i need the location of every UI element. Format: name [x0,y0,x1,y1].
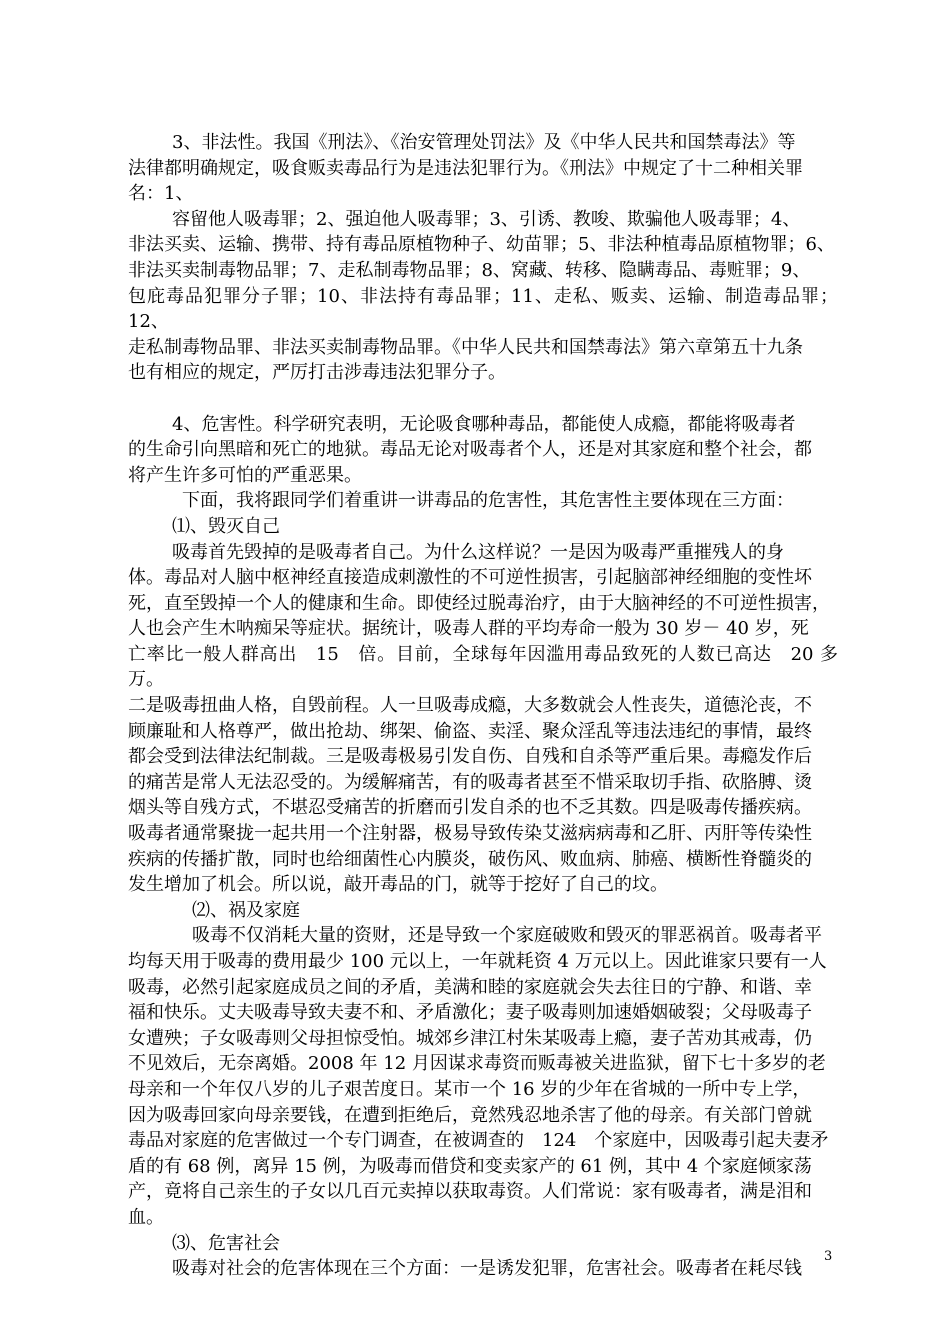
text-line: 法律都明确规定，吸食贩卖毒品行为是违法犯罪行为。《刑法》中规定了十二种相关罪 [128,157,803,179]
section-heading-family: ⑵、祸及家庭 [192,899,300,921]
text-line: 死，直至毁掉一个人的健康和生命。即使经过脱毒治疗，由于大脑神经的不可逆性损害， [128,592,830,614]
document-body [128,130,838,1282]
text-line: 名：1、 [128,183,194,205]
text-line: 走私制毒物品罪、非法买卖制毒物品罪。《中华人民共和国禁毒法》第六章第五十九条 [128,336,803,358]
text-line: 的生命引向黑暗和死亡的地狱。毒品无论对吸毒者个人，还是对其家庭和整个社会，都 [128,439,812,461]
section-heading-society: ⑶、危害社会 [172,1232,280,1254]
text-line: 发生增加了机会。所以说，敲开毒品的门，就等于挖好了自己的坟。 [128,874,668,896]
text-line: 人也会产生木呐痴呆等症状。据统计，吸毒人群的平均寿命一般为 30 岁－ 40 岁，死 [128,618,809,640]
text-line: 亡率比一般人群高出 15 倍。目前，全球每年因滥用毒品致死的人数已高达 20 多万。 [128,643,838,691]
text-line: 产，竟将自己亲生的子女以几百元卖掉以获取毒资。人们常说：家有吸毒者，满是泪和 [128,1181,812,1203]
text-line: 3、非法性。我国《刑法》、《治安管理处罚法》及《中华人民共和国禁毒法》等 [172,132,796,153]
section-heading-self: ⑴、毁灭自己 [172,515,280,537]
text-line: 盾的有 68 例，离异 15 例，为吸毒而借贷和变卖家产的 61 例，其中 4 个家庭倾家荡 [128,1155,812,1177]
text-line: 吸毒首先毁掉的是吸毒者自己。为什么这样说？一是因为吸毒严重摧残人的身 [172,541,784,563]
text-line: 容留他人吸毒罪；2、强迫他人吸毒罪；3、引诱、教唆、欺骗他人吸毒罪；4、 [172,208,801,230]
text-line: 吸毒对社会的危害体现在三个方面：一是诱发犯罪，危害社会。吸毒者在耗尽钱 [172,1258,802,1280]
text-line: 因为吸毒回家向母亲要钱，在遭到拒绝后，竟然残忍地杀害了他的母亲。有关部门曾就 [128,1104,812,1126]
text-line: 体。毒品对人脑中枢神经直接造成刺激性的不可逆性损害，引起脑部神经细胞的变性坏 [128,567,812,589]
text-line: 4、危害性。科学研究表明，无论吸食哪种毒品，都能使人成瘾，都能将吸毒者 [172,413,796,435]
text-line: 毒品对家庭的危害做过一个专门调查，在被调查的 124 个家庭中，因吸毒引起夫妻矛 [128,1130,829,1152]
text-line: 吸毒不仅消耗大量的资财，还是导致一个家庭破败和毁灭的罪恶祸首。吸毒者平 [192,925,822,947]
page-number: 3 [824,1249,833,1264]
text-line: 顾廉耻和人格尊严，做出抢劫、绑架、偷盗、卖淫、聚众淫乱等违法违纪的事情，最终 [128,720,812,742]
text-line: 吸毒者通常聚拢一起共用一个注射器，极易导致传染艾滋病病毒和乙肝、丙肝等传染性 [128,823,812,845]
text-line: 烟头等自残方式，不堪忍受痛苦的折磨而引发自杀的也不乏其数。四是吸毒传播疾病。 [128,797,812,819]
text-line: 包庇毒品犯罪分子罪；10、非法持有毒品罪；11、走私、贩卖、运输、制造毒品罪；12、 [128,285,838,333]
blank-line [172,386,838,412]
text-line: 的痛苦是常人无法忍受的。为缓解痛苦，有的吸毒者甚至不惜采取切手指、砍胳膊、烫 [128,771,812,793]
text-line: 下面，我将跟同学们着重讲一讲毒品的危害性，其危害性主要体现在三方面： [182,490,794,512]
text-line: 女遭殃；子女吸毒则父母担惊受怕。城郊乡津江村朱某吸毒上瘾，妻子苦劝其戒毒，仍 [128,1027,812,1049]
text-line: 非法买卖制毒物品罪；7、走私制毒物品罪；8、窝藏、转移、隐瞒毒品、毒赃罪；9、 [128,259,811,281]
text-line: 也有相应的规定，严厉打击涉毒违法犯罪分子。 [128,362,506,384]
text-line: 非法买卖、运输、携带、持有毒品原植物种子、幼苗罪；5、非法种植毒品原植物罪；6、 [128,234,835,256]
text-line: 不见效后，无奈离婚。2008 年 12 月因谋求毒资而贩毒被关进监狱，留下七十多岁的老 [128,1053,826,1075]
text-line: 福和快乐。丈夫吸毒导致夫妻不和、矛盾激化；妻子吸毒则加速婚姻破裂；父母吸毒子 [128,1002,812,1024]
text-line: 都会受到法律法纪制裁。三是吸毒极易引发自伤、自残和自杀等严重后果。毒瘾发作后 [128,746,812,768]
text-line: 母亲和一个年仅八岁的儿子艰苦度日。某市一个 16 岁的少年在省城的一所中专上学， [128,1078,811,1100]
text-line: 吸毒，必然引起家庭成员之间的矛盾，美满和睦的家庭就会失去往日的宁静、和谐、幸 [128,976,812,998]
text-line: 均每天用于吸毒的费用最少 100 元以上，一年就耗资 4 万元以上。因此谁家只要有一人 [128,951,827,972]
text-line: 疾病的传播扩散，同时也给细菌性心内膜炎，破伤风、败血病、肺癌、横断性脊髓炎的 [128,848,812,870]
text-line: 血。 [128,1206,164,1228]
text-line: 将产生许多可怕的严重恶果。 [128,464,362,486]
text-line: 二是吸毒扭曲人格，自毁前程。人一旦吸毒成瘾，大多数就会人性丧失，道德沦丧，不 [128,695,812,717]
